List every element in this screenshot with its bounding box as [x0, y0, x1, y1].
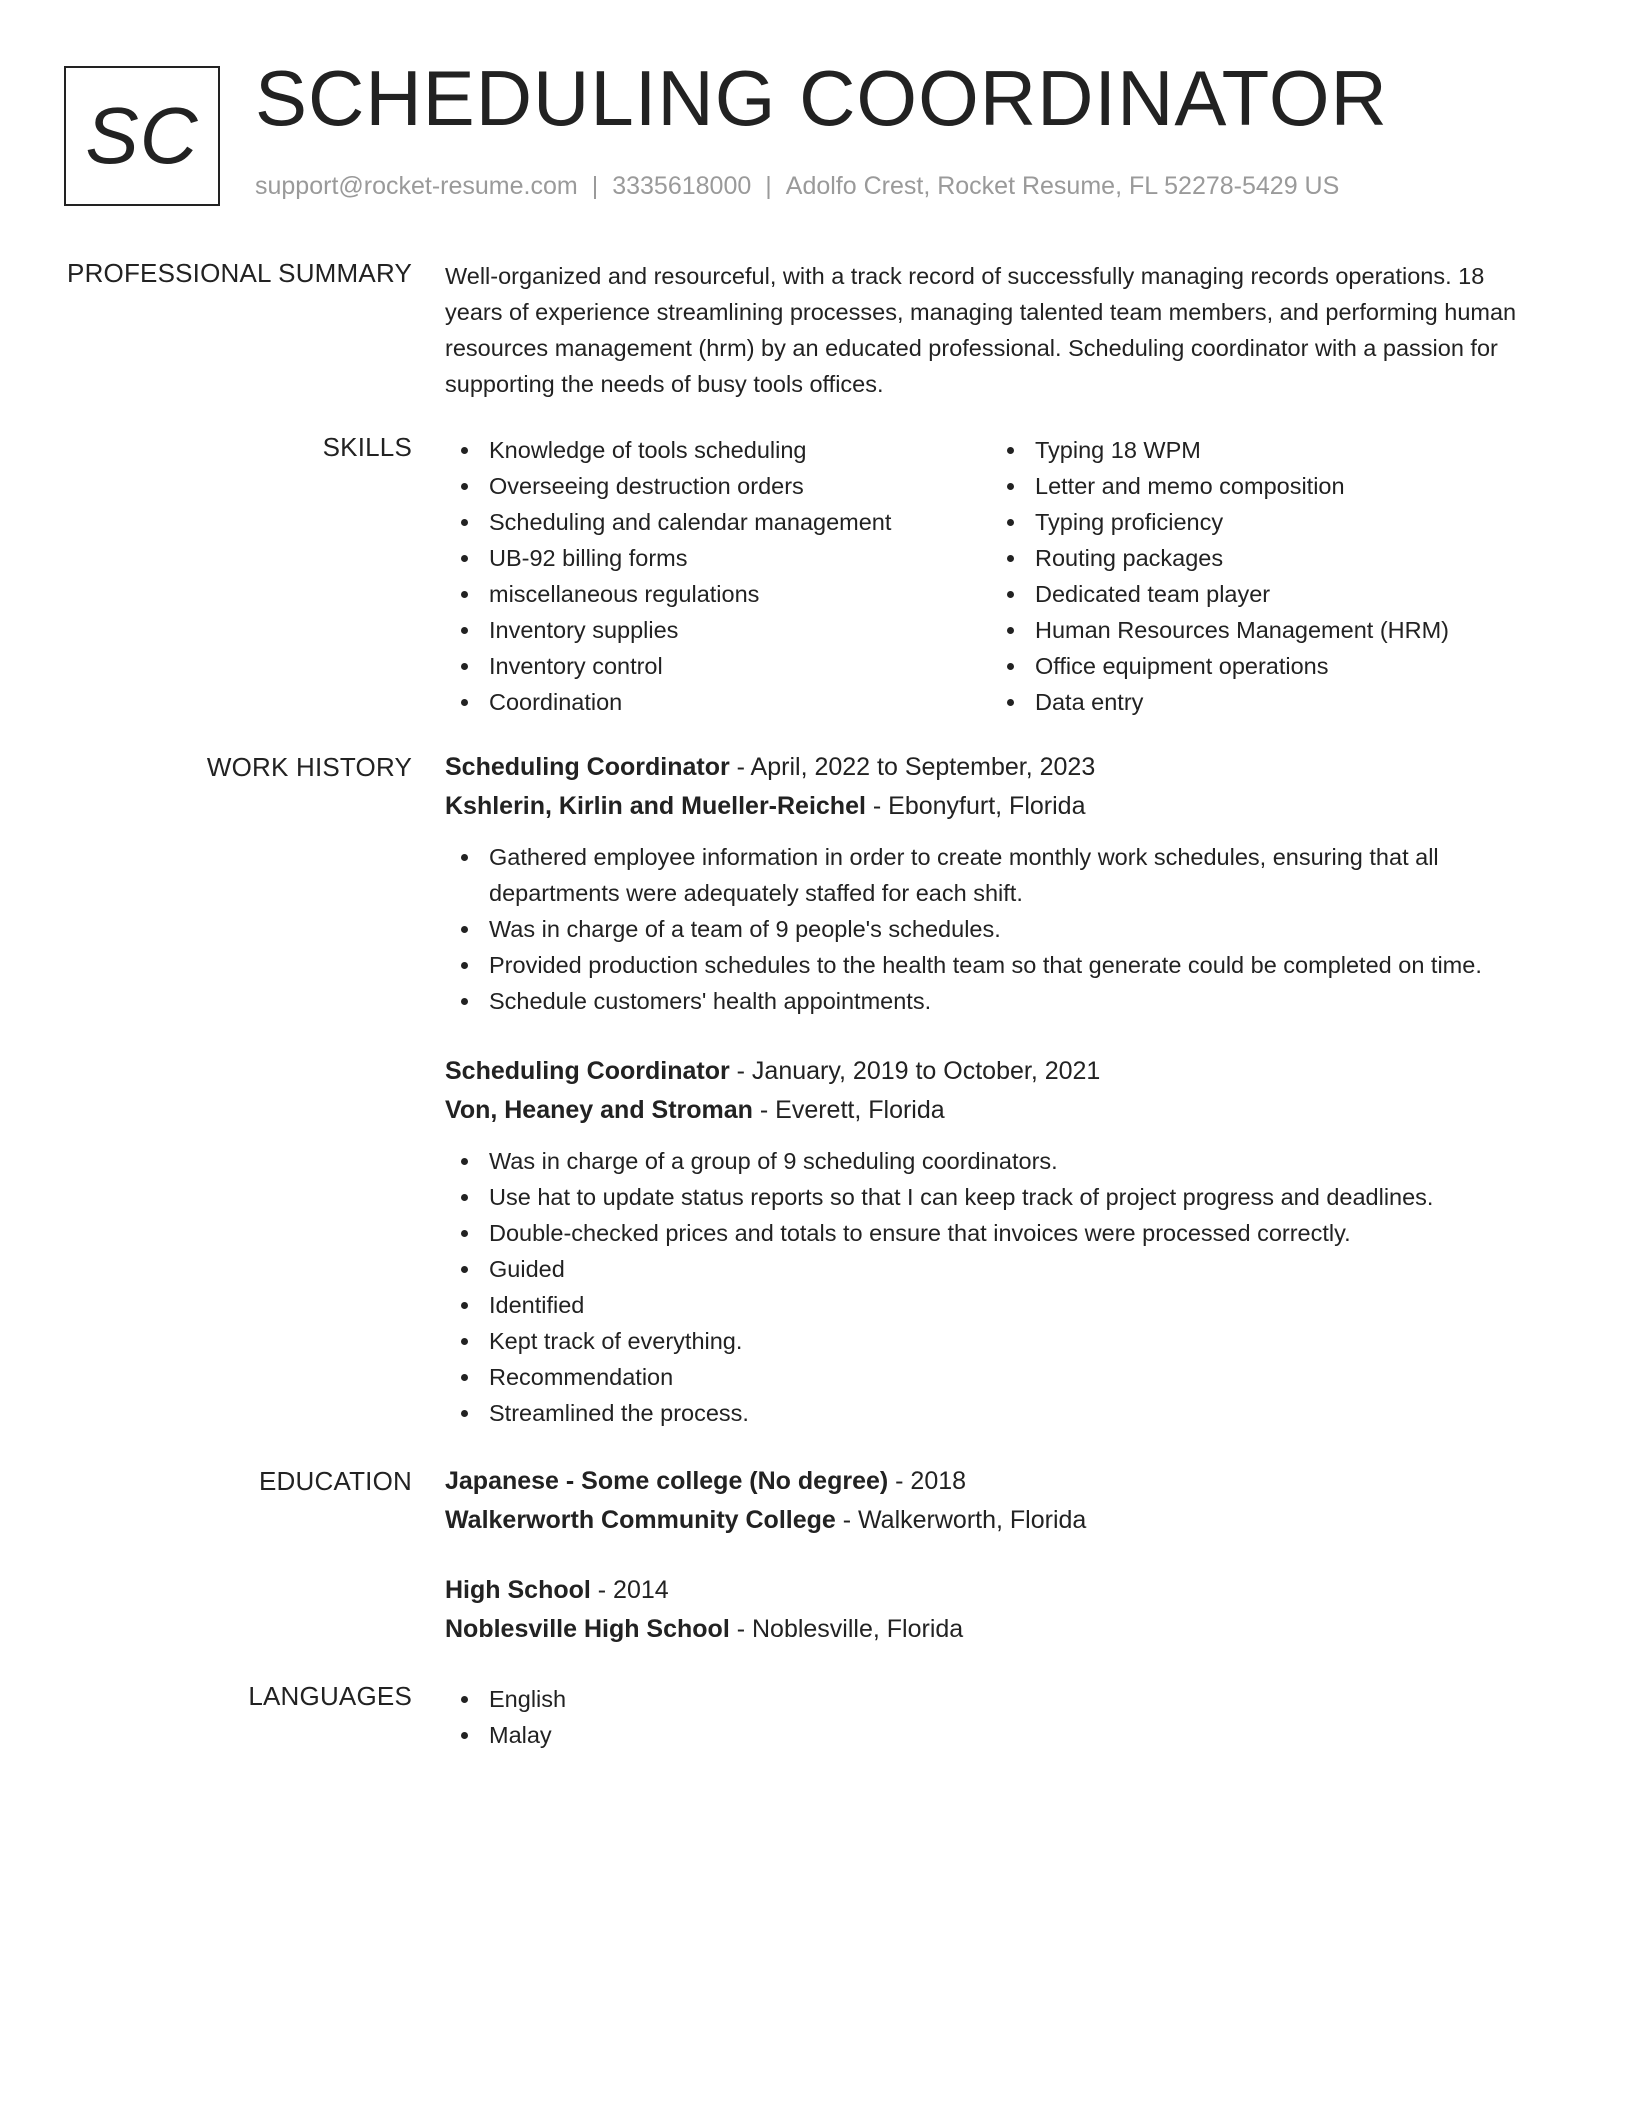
- job-duties: [445, 839, 1545, 1019]
- job-title-line: [445, 748, 1545, 787]
- job-dates: - April, 2022 to September, 2023: [729, 753, 1096, 781]
- contact-phone[interactable]: 3335618000: [612, 172, 752, 200]
- education-school: Walkerworth Community College: [445, 1506, 836, 1534]
- job-duty: Gathered employee information in order to create monthly work schedules, ensuring that all departments were adequately staffed for each shift.: [445, 839, 1545, 911]
- job-duty: Kept track of everything.: [445, 1323, 1545, 1359]
- education-school-line: [445, 1610, 1545, 1649]
- section-label-education: EDUCATION: [259, 1466, 412, 1496]
- job-duty: Was in charge of a group of 9 scheduling coordinators.: [445, 1143, 1545, 1179]
- contact-address: Adolfo Crest, Rocket Resume, FL 52278-5429 US: [785, 172, 1340, 200]
- skill-item: Inventory supplies: [445, 612, 991, 648]
- job-title: Scheduling Coordinator: [445, 753, 730, 781]
- job-location: - Ebonyfurt, Florida: [865, 792, 1086, 820]
- section-label-work: WORK HISTORY: [206, 752, 412, 782]
- education-location: - Walkerworth, Florida: [835, 1506, 1087, 1534]
- languages-list: [445, 1681, 1545, 1753]
- contact-separator: |: [591, 172, 599, 200]
- job-duty: Identified: [445, 1287, 1545, 1323]
- job-dates: - January, 2019 to October, 2021: [729, 1057, 1101, 1085]
- skills-column-right: [991, 432, 1537, 720]
- section-label-summary: PROFESSIONAL SUMMARY: [67, 258, 412, 288]
- job-duties: [445, 1143, 1545, 1431]
- job-duty: Provided production schedules to the health team so that generate could be completed on time.: [445, 947, 1545, 983]
- education-year: - 2014: [590, 1576, 669, 1604]
- job-company: Von, Heaney and Stroman: [445, 1096, 753, 1124]
- skill-item: Coordination: [445, 684, 991, 720]
- education-school-line: [445, 1501, 1545, 1540]
- skill-item: Letter and memo composition: [991, 468, 1537, 504]
- contact-separator: |: [765, 172, 772, 200]
- skill-item: Typing proficiency: [991, 504, 1537, 540]
- contact-line: [255, 172, 1339, 201]
- education-location: - Noblesville, Florida: [729, 1615, 964, 1643]
- skill-item: Inventory control: [445, 648, 991, 684]
- job-duty: Schedule customers' health appointments.: [445, 983, 1545, 1019]
- skill-item: Office equipment operations: [991, 648, 1537, 684]
- education-degree-line: [445, 1462, 1545, 1501]
- monogram-initials: SC: [85, 91, 199, 180]
- job-company: Kshlerin, Kirlin and Mueller-Reichel: [445, 792, 866, 820]
- job-title: Scheduling Coordinator: [445, 1057, 730, 1085]
- skill-item: miscellaneous regulations: [445, 576, 991, 612]
- education-school: Noblesville High School: [445, 1615, 730, 1643]
- skill-item: Human Resources Management (HRM): [991, 612, 1537, 648]
- section-label-languages: LANGUAGES: [248, 1681, 412, 1711]
- job-duty: Double-checked prices and totals to ensure that invoices were processed correctly.: [445, 1215, 1545, 1251]
- education-degree-line: [445, 1571, 1545, 1610]
- education-entry: [445, 1571, 1545, 1649]
- job-duty: Recommendation: [445, 1359, 1545, 1395]
- education-entry: [445, 1462, 1545, 1540]
- job-company-line: [445, 787, 1545, 826]
- job-duty: Was in charge of a team of 9 people's schedules.: [445, 911, 1545, 947]
- summary-text: Well-organized and resourceful, with a track record of successfully managing records operations. 18 years of experience streamlining processes, managing talented team members, and performing human resources management (hrm) by an educated professional. Scheduling coordinator with a passion for supporting the needs of busy tools offices.: [445, 263, 1517, 397]
- language-item: Malay: [445, 1717, 1545, 1753]
- skill-item: Typing 18 WPM: [991, 432, 1537, 468]
- contact-email[interactable]: support@rocket-resume.com: [255, 172, 578, 200]
- job-location: - Everett, Florida: [752, 1096, 945, 1124]
- skill-item: Knowledge of tools scheduling: [445, 432, 991, 468]
- job-title-line: [445, 1052, 1545, 1091]
- section-label-skills: SKILLS: [322, 432, 412, 462]
- skill-item: Dedicated team player: [991, 576, 1537, 612]
- job-entry: [445, 1052, 1545, 1431]
- job-duty: Guided: [445, 1251, 1545, 1287]
- monogram-box: [64, 66, 220, 206]
- page-title: SCHEDULING COORDINATOR: [255, 54, 1388, 142]
- skill-item: Routing packages: [991, 540, 1537, 576]
- education-year: - 2018: [888, 1467, 967, 1495]
- skill-item: Overseeing destruction orders: [445, 468, 991, 504]
- skill-item: UB-92 billing forms: [445, 540, 991, 576]
- job-company-line: [445, 1091, 1545, 1130]
- job-entry: [445, 748, 1545, 1019]
- job-duty: Use hat to update status reports so that I can keep track of project progress and deadlines.: [445, 1179, 1545, 1215]
- education-degree: Japanese - Some college (No degree): [445, 1467, 889, 1495]
- language-item: English: [445, 1681, 1545, 1717]
- skills-column-left: [445, 432, 991, 720]
- job-duty: Streamlined the process.: [445, 1395, 1545, 1431]
- education-degree: High School: [445, 1576, 591, 1604]
- skill-item: Data entry: [991, 684, 1537, 720]
- skill-item: Scheduling and calendar management: [445, 504, 991, 540]
